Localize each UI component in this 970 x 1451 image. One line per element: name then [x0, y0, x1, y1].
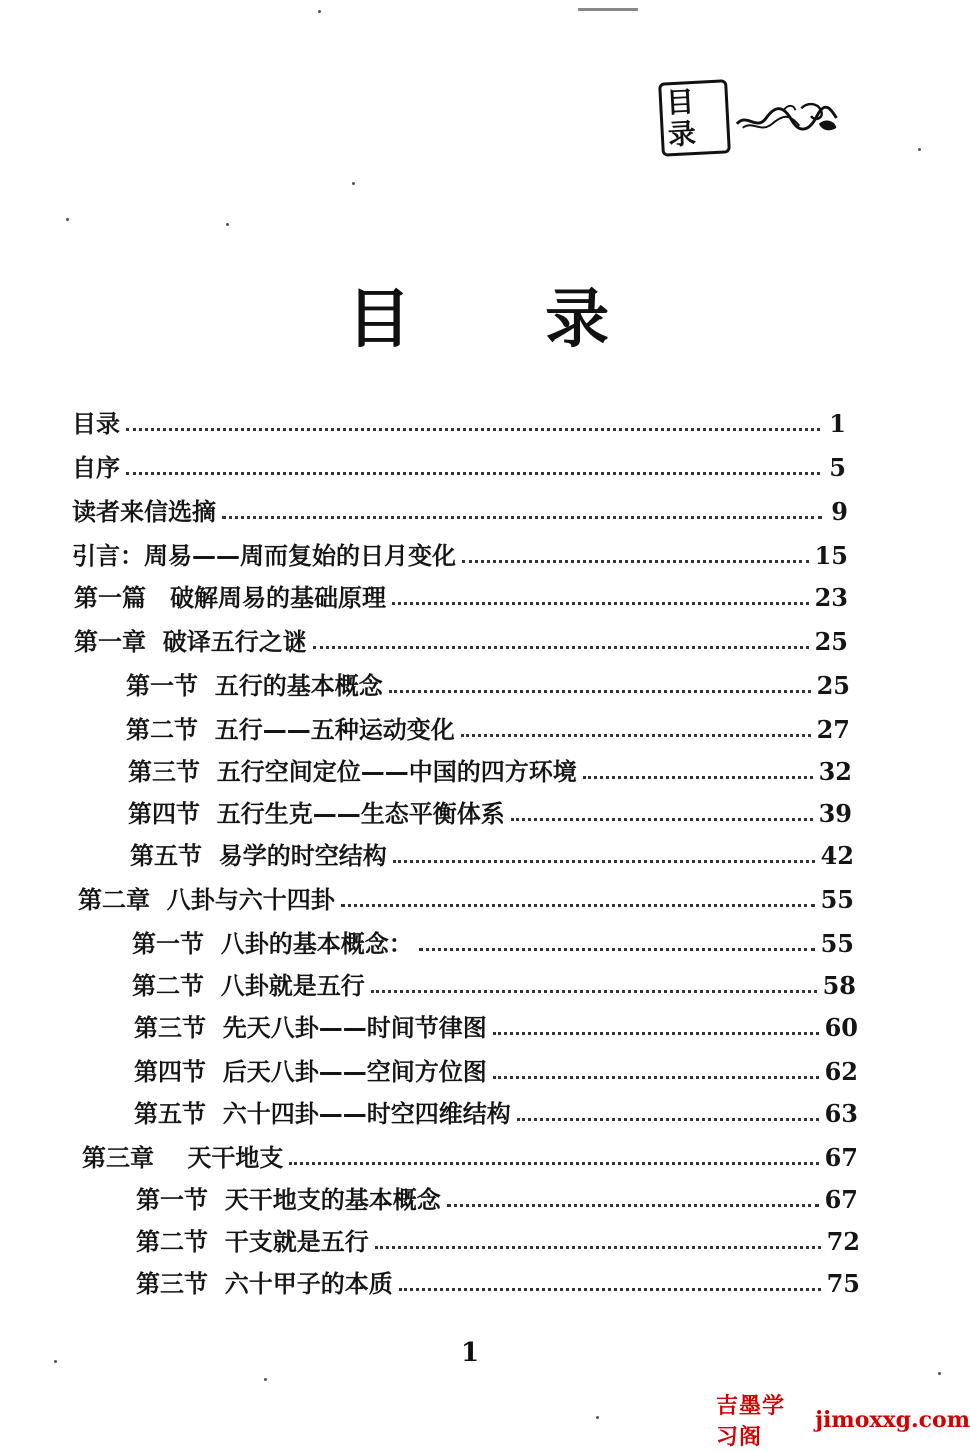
toc-entry-page: 32	[818, 757, 852, 786]
scan-speck	[318, 10, 321, 13]
toc-entry	[72, 493, 848, 527]
toc-leader-dots	[126, 428, 820, 431]
toc-entry	[74, 579, 848, 613]
toc-leader-dots	[462, 560, 809, 563]
toc-entry-label: 第四节 五行生克——生态平衡体系	[128, 800, 505, 828]
scan-speck	[938, 1372, 941, 1375]
toc-leader-dots	[461, 734, 811, 737]
scan-speck	[264, 1378, 267, 1381]
toc-entry-page: 9	[831, 497, 848, 526]
toc-entry-label: 第一篇 破解周易的基础原理	[74, 584, 386, 612]
toc-entry	[136, 1181, 858, 1215]
toc-entry-page: 42	[820, 841, 854, 870]
toc-entry-label: 第一节 八卦的基本概念：	[132, 930, 413, 958]
toc-entry	[128, 753, 852, 787]
scan-speck	[66, 218, 69, 221]
badge-text: 目录	[665, 85, 697, 152]
toc-entry	[72, 405, 846, 439]
watermark-url: jimoxxg.com	[815, 1407, 970, 1433]
toc-entry	[134, 1095, 858, 1129]
toc-entry	[134, 1053, 858, 1087]
ornament-flourish-icon	[733, 98, 840, 138]
toc-entry-page: 5	[829, 453, 846, 482]
toc-entry-page: 55	[820, 929, 854, 958]
toc-entry-page: 55	[820, 885, 854, 914]
toc-entry-label: 目录	[72, 410, 120, 438]
watermark-text: 吉墨学习阁	[716, 1394, 786, 1450]
toc-entry	[82, 1139, 858, 1173]
badge-frame	[658, 79, 730, 156]
toc-entry	[132, 925, 854, 959]
toc-entry	[132, 967, 856, 1001]
toc-entry-page: 39	[818, 799, 852, 828]
toc-entry	[126, 711, 850, 745]
toc-entry-label: 第二章 八卦与六十四卦	[78, 886, 335, 914]
toc-entry-page: 25	[816, 671, 850, 700]
scan-speck	[918, 148, 921, 151]
toc-leader-dots	[583, 776, 813, 779]
toc-leader-dots	[371, 990, 817, 993]
site-watermark	[716, 1394, 970, 1450]
page-number: 1	[460, 1338, 480, 1368]
toc-entry	[74, 623, 848, 657]
toc-entry-label: 第三节 五行空间定位——中国的四方环境	[128, 758, 577, 786]
toc-entry	[72, 537, 848, 571]
toc-entry-label: 读者来信选摘	[72, 498, 216, 526]
scan-speck	[226, 223, 229, 226]
toc-leader-dots	[511, 818, 813, 821]
toc-leader-dots	[493, 1076, 819, 1079]
toc-leader-dots	[392, 602, 809, 605]
toc-leader-dots	[126, 472, 820, 475]
toc-entry-page: 25	[814, 627, 848, 656]
toc-entry-page: 15	[814, 541, 848, 570]
toc-leader-dots	[289, 1162, 818, 1165]
toc-entry	[136, 1265, 860, 1299]
toc-entry-page: 60	[824, 1013, 858, 1042]
toc-entry-page: 23	[814, 583, 848, 612]
toc-entry-label: 第五节 易学的时空结构	[130, 842, 387, 870]
toc-leader-dots	[517, 1118, 819, 1121]
toc-leader-dots	[399, 1288, 821, 1291]
toc-leader-dots	[419, 948, 815, 951]
toc-entry-label: 自序	[72, 454, 120, 482]
scan-speck	[352, 182, 355, 185]
toc-entry-page: 67	[824, 1143, 858, 1172]
toc-entry-label: 第一节 五行的基本概念	[126, 672, 383, 700]
scan-speck	[596, 1416, 599, 1419]
toc-leader-dots	[222, 516, 822, 519]
toc-entry-page: 63	[824, 1099, 858, 1128]
toc-leader-dots	[375, 1246, 821, 1249]
scan-speck	[578, 8, 638, 11]
toc-leader-dots	[493, 1032, 819, 1035]
toc-entry	[128, 795, 852, 829]
toc-leader-dots	[389, 690, 811, 693]
toc-entry-label: 第五节 六十四卦——时空四维结构	[134, 1100, 511, 1128]
toc-entry-label: 第一章 破译五行之谜	[74, 628, 307, 656]
toc-entry-page: 1	[829, 409, 846, 438]
scan-speck	[54, 1360, 57, 1363]
toc-entry-label: 第三节 六十甲子的本质	[136, 1270, 393, 1298]
toc-entry-label: 第四节 后天八卦——空间方位图	[134, 1058, 487, 1086]
toc-entry	[134, 1009, 858, 1043]
toc-entry-label: 引言：周易——周而复始的日月变化	[72, 542, 456, 570]
toc-leader-dots	[393, 860, 815, 863]
page-title: 目 录	[346, 282, 666, 357]
toc-leader-dots	[313, 646, 809, 649]
toc-entry-label: 第一节 天干地支的基本概念	[136, 1186, 441, 1214]
toc-entry	[126, 667, 850, 701]
toc-entry	[136, 1223, 860, 1257]
toc-leader-dots	[447, 1204, 819, 1207]
toc-entry	[130, 837, 854, 871]
toc-entry-label: 第三章 天干地支	[82, 1144, 284, 1172]
toc-entry	[72, 449, 846, 483]
toc-entry-page: 58	[822, 971, 856, 1000]
toc-entry-page: 27	[816, 715, 850, 744]
toc-entry-label: 第二节 干支就是五行	[136, 1228, 369, 1256]
toc-entry-page: 67	[824, 1185, 858, 1214]
toc-entry-label: 第二节 五行——五种运动变化	[126, 716, 455, 744]
toc-entry-page: 72	[826, 1227, 860, 1256]
toc-entry-page: 75	[826, 1269, 860, 1298]
toc-entry-label: 第三节 先天八卦——时间节律图	[134, 1014, 487, 1042]
toc-leader-dots	[341, 904, 815, 907]
toc-entry	[78, 881, 854, 915]
toc-entry-page: 62	[824, 1057, 858, 1086]
chapter-header-badge	[660, 85, 840, 152]
toc-entry-label: 第二节 八卦就是五行	[132, 972, 365, 1000]
